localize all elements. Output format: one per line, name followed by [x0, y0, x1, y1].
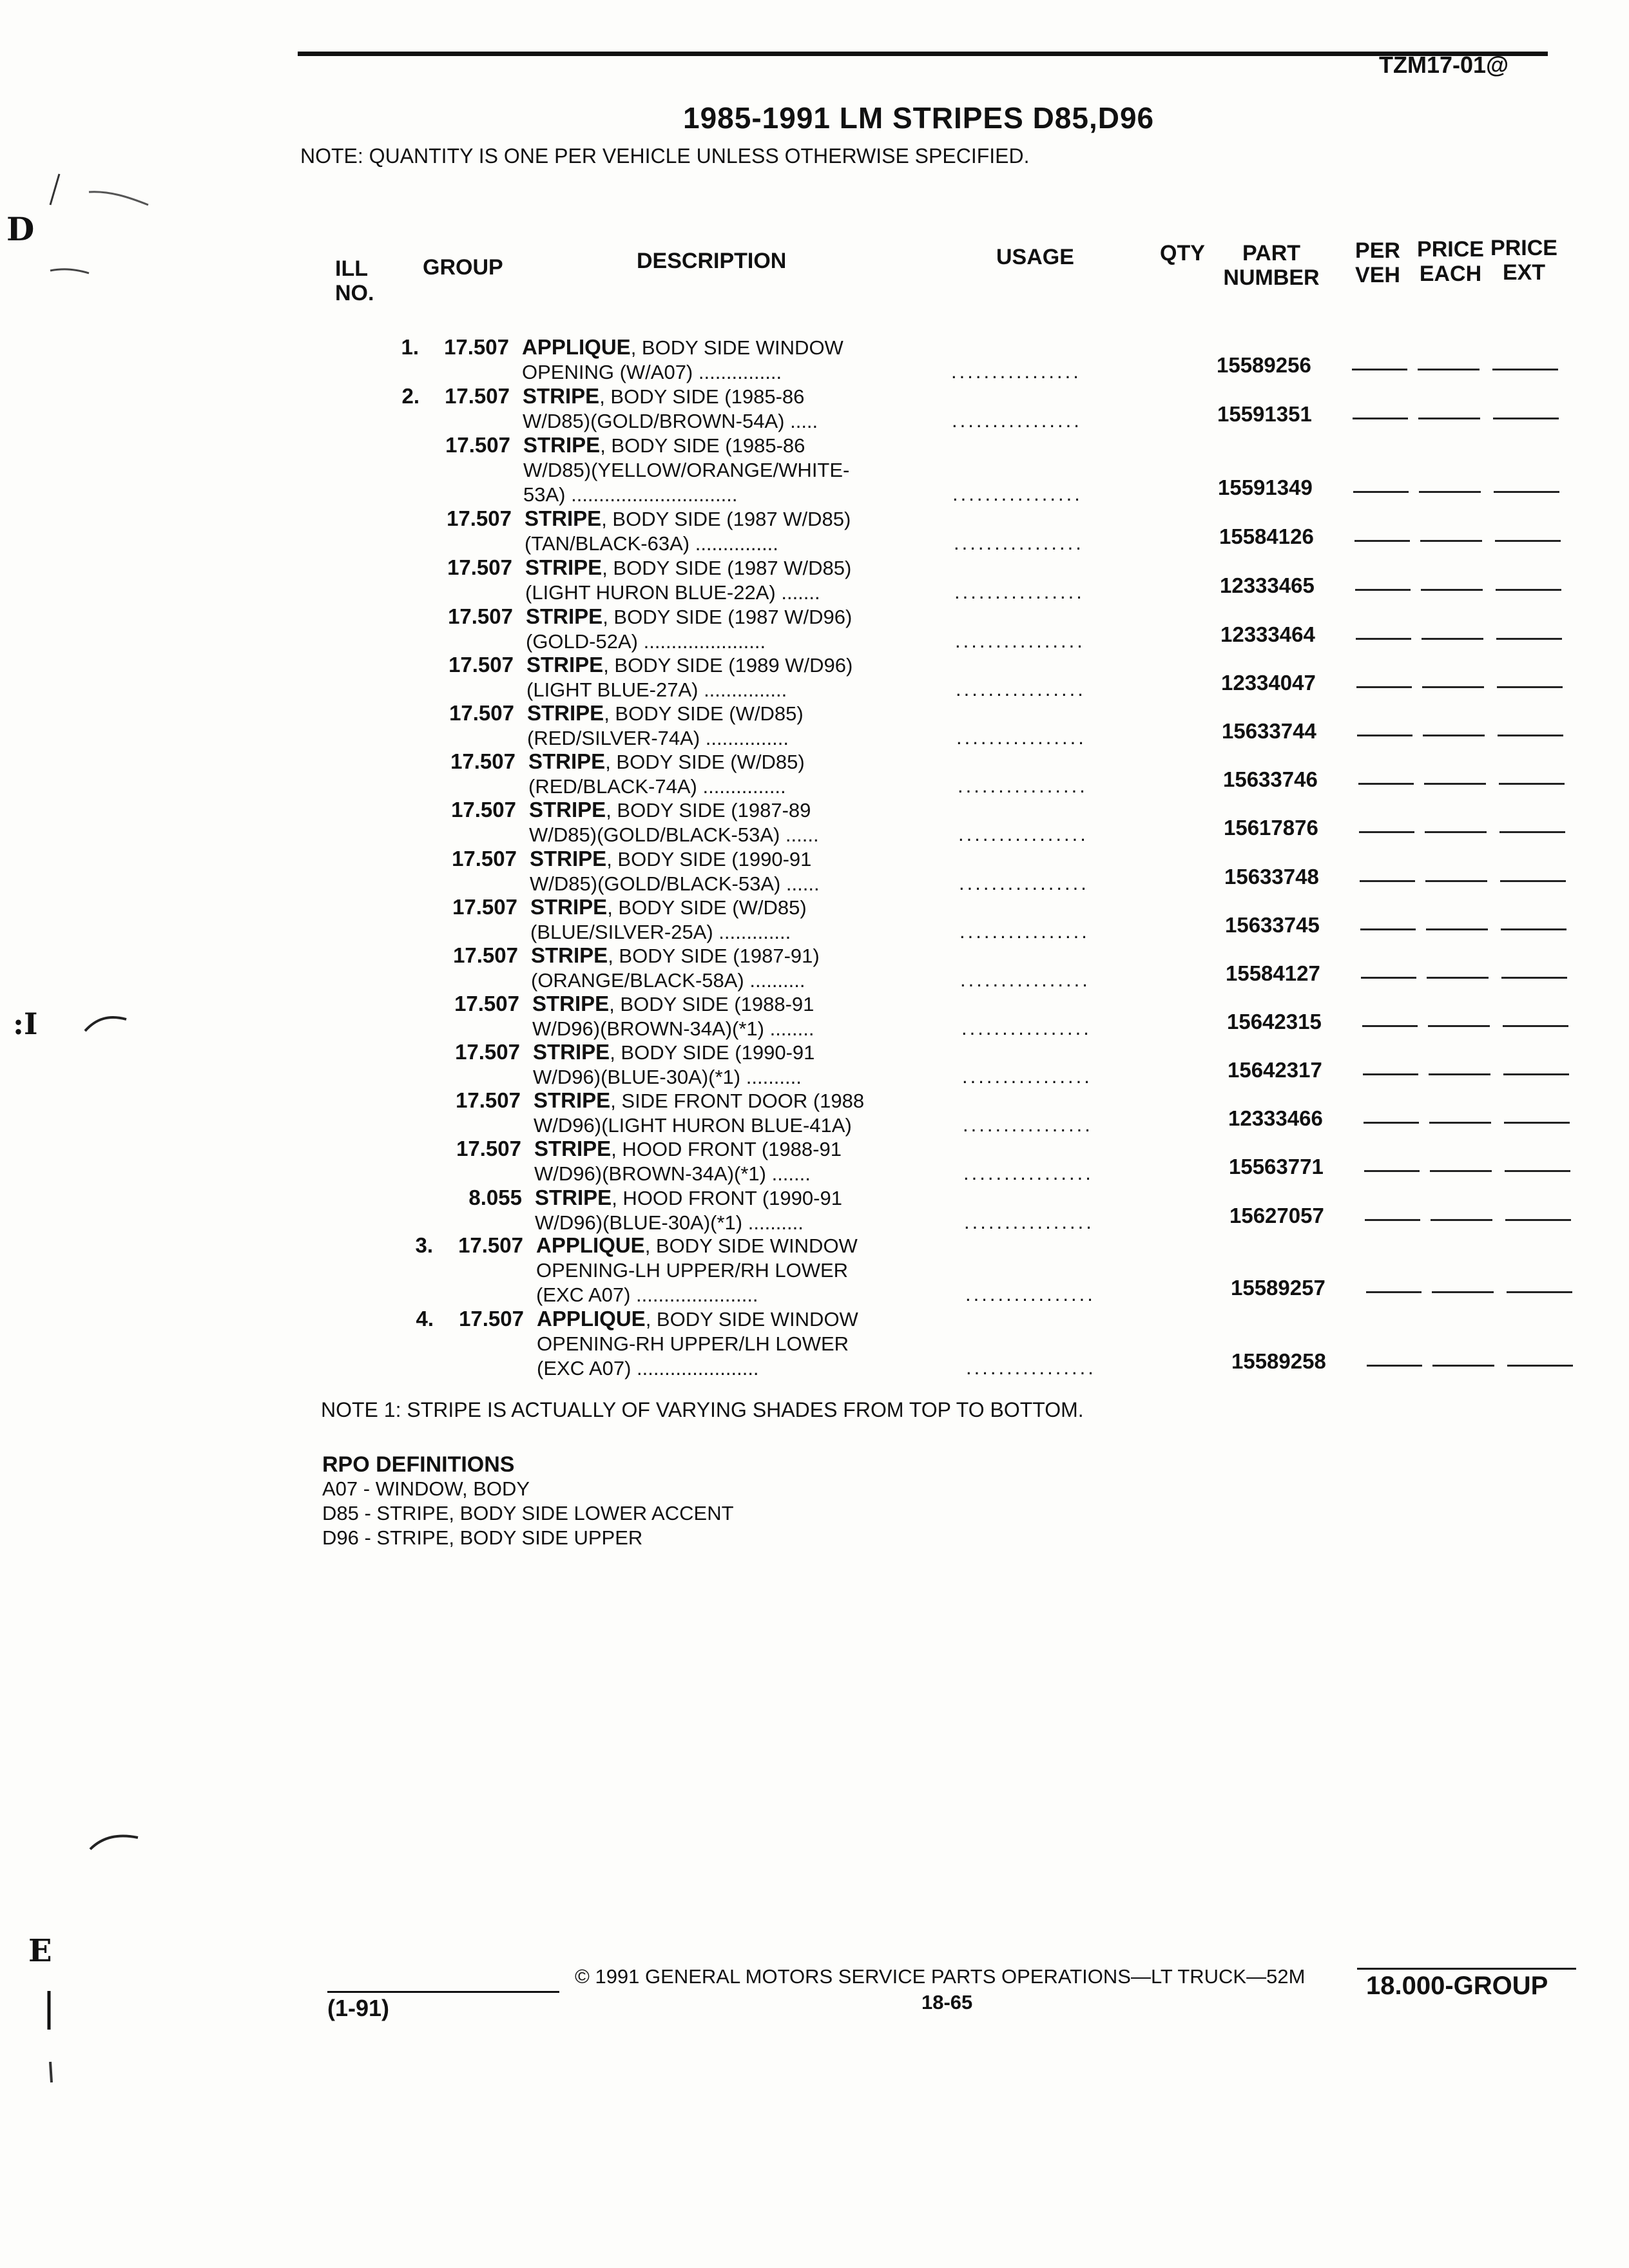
- row-description: [534, 1088, 933, 1138]
- row-per-veh-blank: [1353, 491, 1409, 493]
- col-group: GROUP: [423, 255, 503, 280]
- row-per-veh-blank: [1356, 686, 1412, 688]
- description-line: [534, 1137, 934, 1162]
- col-part-number: PART NUMBER: [1223, 241, 1320, 290]
- description-line: [526, 604, 925, 629]
- description-line: [529, 798, 929, 823]
- row-per-veh-blank: [1363, 1073, 1418, 1075]
- description-text: , HOOD FRONT (1988-91: [611, 1138, 842, 1160]
- quantity-note: NOTE: QUANTITY IS ONE PER VEHICLE UNLESS OTHERWISE SPECIFIED.: [300, 144, 1030, 168]
- row-description: [526, 604, 925, 654]
- row-price-ext-blank: [1494, 491, 1559, 493]
- scribble-stroke: [89, 192, 148, 205]
- description-line: [531, 943, 930, 968]
- description-line: (LIGHT HURON BLUE-22A) .......: [525, 581, 820, 604]
- description-line: [528, 749, 928, 774]
- row-price-ext-blank: [1504, 1122, 1570, 1124]
- description-line: [527, 701, 927, 726]
- footnote: NOTE 1: STRIPE IS ACTUALLY OF VARYING SHADES FROM TOP TO BOTTOM.: [321, 1398, 1084, 1421]
- description-line: OPENING-LH UPPER/RH LOWER: [536, 1259, 849, 1282]
- description-line: OPENING (W/A07) ...............: [522, 361, 782, 383]
- row-per-veh-blank: [1352, 369, 1407, 370]
- row-part-number: 15591351: [1217, 402, 1312, 426]
- description-line: [526, 653, 926, 678]
- description-text: , BODY SIDE (1987 W/D96): [602, 606, 853, 628]
- row-per-veh-blank: [1366, 1291, 1422, 1293]
- rpo-item: D85 - STRIPE, BODY SIDE LOWER ACCENT: [322, 1502, 734, 1524]
- row-price-each-blank: [1427, 977, 1489, 979]
- description-line: [534, 1088, 933, 1113]
- row-group: 17.507: [458, 1233, 523, 1257]
- row-group: 17.507: [455, 1040, 520, 1064]
- row-per-veh-blank: [1364, 1170, 1420, 1172]
- footer-revision: (1-91): [327, 1995, 390, 2021]
- description-line: W/D96)(BROWN-34A)(*1) .......: [534, 1162, 811, 1185]
- row-ill-no: 4.: [416, 1307, 434, 1331]
- description-line: [523, 384, 922, 409]
- description-line: W/D85)(GOLD/BROWN-54A) .....: [523, 410, 818, 432]
- col-price-ext: PRICE EXT: [1490, 236, 1557, 285]
- row-price-each-blank: [1429, 1073, 1490, 1075]
- document-code: TZM17-01@: [1379, 52, 1509, 78]
- row-price-each-blank: [1418, 418, 1480, 419]
- row-usage-leader: ................: [958, 774, 1088, 797]
- row-usage-leader: ................: [966, 1356, 1096, 1379]
- part-name: STRIPE: [535, 1186, 612, 1209]
- description-line: 53A) ..............................: [523, 483, 738, 506]
- row-price-ext-blank: [1492, 369, 1558, 370]
- row-description: [526, 653, 926, 702]
- footer-rule-right: [1357, 1968, 1576, 1970]
- row-part-number: 15589258: [1231, 1349, 1326, 1373]
- rpo-heading: RPO DEFINITIONS: [322, 1452, 515, 1477]
- row-description: [527, 701, 927, 751]
- description-line: (RED/BLACK-74A) ...............: [528, 775, 786, 798]
- row-part-number: 15633744: [1222, 719, 1316, 743]
- description-line: [537, 1307, 936, 1332]
- row-group: 17.507: [456, 1137, 521, 1160]
- description-text: , SIDE FRONT DOOR (1988: [610, 1090, 865, 1112]
- row-price-each-blank: [1425, 880, 1487, 882]
- description-line: W/D96)(BLUE-30A)(*1) ..........: [535, 1211, 804, 1234]
- row-usage-leader: ................: [961, 1017, 1092, 1039]
- row-description: [523, 384, 922, 434]
- row-ill-no: 3.: [415, 1233, 433, 1257]
- row-part-number: 15633748: [1224, 865, 1319, 889]
- row-usage-leader: ................: [955, 629, 1085, 652]
- row-part-number: 15589257: [1231, 1276, 1325, 1300]
- description-line: (ORANGE/BLACK-58A) ..........: [531, 969, 805, 992]
- row-part-number: 15589256: [1217, 353, 1311, 377]
- part-name: STRIPE: [526, 653, 604, 677]
- description-text: , BODY SIDE (W/D85): [604, 702, 804, 725]
- col-price-each: PRICE EACH: [1417, 237, 1484, 286]
- row-price-each-blank: [1418, 369, 1480, 370]
- row-price-each-blank: [1425, 831, 1487, 833]
- row-group: 17.507: [451, 798, 516, 822]
- row-price-each-blank: [1432, 1365, 1494, 1367]
- row-group: 17.507: [445, 384, 510, 408]
- row-usage-leader: ................: [952, 409, 1082, 432]
- row-group: 17.507: [459, 1307, 524, 1331]
- rpo-item: A07 - WINDOW, BODY: [322, 1477, 530, 1500]
- col-ill-no: [335, 256, 387, 305]
- row-part-number: 12333464: [1220, 622, 1315, 646]
- row-price-each-blank: [1421, 589, 1483, 591]
- row-usage-leader: ................: [958, 823, 1088, 845]
- row-price-each-blank: [1429, 1122, 1491, 1124]
- part-name: STRIPE: [526, 604, 603, 628]
- row-price-ext-blank: [1499, 831, 1565, 833]
- row-part-number: 15584127: [1226, 961, 1320, 985]
- row-usage-leader: ................: [959, 920, 1090, 943]
- row-group: 17.507: [445, 433, 510, 457]
- row-per-veh-blank: [1355, 589, 1411, 591]
- row-ill-no: 1.: [401, 335, 419, 359]
- margin-mark-d: D: [6, 210, 35, 248]
- row-usage-leader: ................: [954, 532, 1084, 554]
- row-part-number: 15591349: [1218, 476, 1313, 499]
- description-line: [530, 895, 930, 920]
- row-per-veh-blank: [1360, 880, 1415, 882]
- row-price-ext-blank: [1499, 783, 1565, 785]
- row-usage-leader: ................: [963, 1113, 1093, 1136]
- part-name: STRIPE: [527, 701, 604, 725]
- part-name: STRIPE: [530, 895, 608, 919]
- row-part-number: 15584126: [1219, 524, 1314, 548]
- description-line: (RED/SILVER-74A) ...............: [527, 727, 789, 749]
- scribble-stroke: [85, 1017, 126, 1031]
- row-price-each-blank: [1422, 686, 1484, 688]
- description-line: (BLUE/SILVER-25A) .............: [530, 921, 791, 943]
- description-text: , BODY SIDE (1988-91: [609, 993, 815, 1015]
- row-price-ext-blank: [1503, 1073, 1569, 1075]
- row-part-number: 15642315: [1227, 1010, 1322, 1033]
- part-name: APPLIQUE: [537, 1307, 646, 1331]
- description-text: , BODY SIDE (1987 W/D85): [601, 508, 851, 530]
- row-per-veh-blank: [1358, 783, 1414, 785]
- row-description: [529, 798, 929, 847]
- row-price-each-blank: [1430, 1170, 1492, 1172]
- footer-copyright: © 1991 GENERAL MOTORS SERVICE PARTS OPERATIONS—LT TRUCK—52M: [575, 1965, 1306, 1988]
- row-description: [536, 1233, 936, 1307]
- row-price-each-blank: [1428, 1025, 1490, 1027]
- rpo-item: D96 - STRIPE, BODY SIDE UPPER: [322, 1526, 643, 1549]
- description-line: [522, 335, 921, 360]
- margin-mark-e: E: [28, 1933, 52, 1969]
- row-price-ext-blank: [1507, 1365, 1573, 1367]
- scribble-stroke: [50, 269, 89, 273]
- row-description: [523, 433, 923, 507]
- row-usage-leader: ................: [951, 360, 1081, 383]
- description-line: W/D96)(BLUE-30A)(*1) ..........: [533, 1066, 802, 1088]
- row-group: 17.507: [447, 555, 512, 579]
- row-description: [535, 1186, 934, 1235]
- col-qty: QTY: [1160, 241, 1205, 265]
- row-price-ext-blank: [1505, 1219, 1571, 1221]
- row-price-ext-blank: [1501, 928, 1566, 930]
- description-line: [530, 847, 929, 872]
- row-usage-leader: ................: [956, 726, 1086, 749]
- row-price-ext-blank: [1505, 1170, 1570, 1172]
- row-price-each-blank: [1419, 491, 1481, 493]
- row-description: [537, 1307, 936, 1381]
- row-group: 17.507: [450, 749, 516, 773]
- description-line: [525, 506, 924, 532]
- row-usage-leader: ................: [956, 678, 1086, 700]
- col-description: DESCRIPTION: [637, 249, 787, 273]
- description-text: , BODY SIDE (1990-91: [606, 848, 812, 870]
- row-per-veh-blank: [1362, 1025, 1418, 1027]
- margin-mark-i: :I: [13, 1006, 38, 1041]
- row-part-number: 15633746: [1223, 767, 1318, 791]
- scribble-stroke: [90, 1836, 138, 1849]
- description-line: W/D96)(LIGHT HURON BLUE-41A): [534, 1114, 852, 1137]
- row-price-each-blank: [1424, 783, 1486, 785]
- row-description: [532, 992, 932, 1041]
- description-line: (LIGHT BLUE-27A) ...............: [526, 678, 787, 701]
- row-part-number: 12333466: [1228, 1106, 1323, 1130]
- description-line: [523, 433, 923, 458]
- row-usage-leader: ................: [963, 1162, 1094, 1184]
- description-text: , BODY SIDE WINDOW: [644, 1235, 858, 1257]
- description-line: OPENING-RH UPPER/LH LOWER: [537, 1332, 849, 1355]
- row-description: [522, 335, 921, 385]
- footer-page-number: 18-65: [921, 1991, 973, 2013]
- row-price-ext-blank: [1496, 589, 1561, 591]
- row-per-veh-blank: [1364, 1122, 1419, 1124]
- description-text: , BODY SIDE WINDOW: [630, 336, 843, 359]
- part-name: STRIPE: [530, 847, 607, 870]
- row-description: [530, 847, 929, 896]
- description-line: W/D85)(GOLD/BLACK-53A) ......: [529, 823, 819, 846]
- row-usage-leader: ................: [952, 483, 1083, 505]
- row-price-each-blank: [1426, 928, 1488, 930]
- row-usage-leader: ................: [965, 1283, 1095, 1305]
- footer-group: 18.000-GROUP: [1366, 1972, 1548, 2000]
- row-per-veh-blank: [1354, 540, 1410, 542]
- row-group: 17.507: [448, 653, 514, 677]
- description-text: , BODY SIDE (1987 W/D85): [602, 557, 852, 579]
- row-part-number: 12333465: [1220, 573, 1315, 597]
- part-name: STRIPE: [523, 384, 600, 408]
- description-line: (EXC A07) ......................: [536, 1283, 758, 1306]
- description-line: [533, 1040, 932, 1065]
- scribble-stroke: [50, 2062, 52, 2082]
- footer-rule-left: [327, 1991, 559, 1993]
- row-part-number: 15633745: [1225, 913, 1320, 937]
- part-name: APPLIQUE: [536, 1233, 645, 1257]
- row-group: 17.507: [452, 847, 517, 870]
- part-name: STRIPE: [525, 555, 602, 579]
- row-per-veh-blank: [1361, 977, 1416, 979]
- col-usage: USAGE: [996, 245, 1074, 269]
- row-price-ext-blank: [1498, 735, 1563, 736]
- description-text: , BODY SIDE (1990-91: [610, 1041, 815, 1064]
- description-text: , BODY SIDE (1987-91): [608, 945, 820, 967]
- row-per-veh-blank: [1356, 638, 1411, 640]
- description-line: (GOLD-52A) ......................: [526, 630, 766, 653]
- col-ill-no-label: ILL NO.: [335, 256, 374, 305]
- row-part-number: 15563771: [1229, 1155, 1324, 1178]
- row-price-ext-blank: [1497, 686, 1563, 688]
- part-name: STRIPE: [528, 749, 606, 773]
- row-price-ext-blank: [1496, 638, 1562, 640]
- rpo-definitions: [322, 1452, 734, 1550]
- row-usage-leader: ................: [962, 1065, 1092, 1088]
- row-per-veh-blank: [1367, 1365, 1422, 1367]
- description-line: [525, 555, 925, 581]
- col-per-veh: PER VEH: [1355, 238, 1400, 287]
- row-group: 17.507: [444, 335, 509, 359]
- row-per-veh-blank: [1353, 418, 1408, 419]
- row-per-veh-blank: [1360, 928, 1416, 930]
- description-line: [535, 1186, 934, 1211]
- row-price-ext-blank: [1500, 880, 1566, 882]
- description-line: (EXC A07) ......................: [537, 1357, 759, 1379]
- row-price-ext-blank: [1507, 1291, 1572, 1293]
- row-group: 17.507: [454, 992, 519, 1015]
- description-text: , BODY SIDE WINDOW: [645, 1308, 858, 1331]
- row-price-each-blank: [1431, 1219, 1492, 1221]
- part-name: STRIPE: [534, 1137, 612, 1160]
- description-line: W/D85)(GOLD/BLACK-53A) ......: [530, 872, 820, 895]
- row-group: 17.507: [448, 604, 513, 628]
- row-description: [525, 555, 925, 605]
- row-description: [531, 943, 930, 993]
- part-name: STRIPE: [525, 506, 602, 530]
- part-name: STRIPE: [533, 1040, 610, 1064]
- row-price-each-blank: [1422, 638, 1483, 640]
- part-name: APPLIQUE: [522, 335, 631, 359]
- row-group: 17.507: [452, 895, 517, 919]
- row-price-ext-blank: [1493, 418, 1559, 419]
- description-line: W/D96)(BROWN-34A)(*1) ........: [532, 1017, 815, 1040]
- row-description: [534, 1137, 934, 1186]
- row-part-number: 12334047: [1221, 671, 1316, 695]
- scribble-stroke: [50, 174, 59, 205]
- row-group: 17.507: [453, 943, 518, 967]
- row-group: 17.507: [449, 701, 514, 725]
- description-text: , BODY SIDE (W/D85): [605, 751, 805, 773]
- row-group: 8.055: [468, 1186, 522, 1209]
- row-per-veh-blank: [1359, 831, 1414, 833]
- description-text: , BODY SIDE (1985-86: [599, 385, 805, 408]
- row-price-each-blank: [1423, 735, 1485, 736]
- part-name: STRIPE: [531, 943, 608, 967]
- description-line: W/D85)(YELLOW/ORANGE/WHITE-: [523, 459, 850, 481]
- row-price-each-blank: [1432, 1291, 1494, 1293]
- description-text: , BODY SIDE (1985-86: [600, 434, 805, 457]
- description-text: , HOOD FRONT (1990-91: [612, 1187, 842, 1209]
- row-per-veh-blank: [1357, 735, 1412, 736]
- row-group: 17.507: [456, 1088, 521, 1112]
- row-usage-leader: ................: [964, 1211, 1094, 1233]
- description-text: , BODY SIDE (1987-89: [606, 799, 811, 822]
- description-line: [532, 992, 932, 1017]
- row-description: [528, 749, 928, 799]
- row-price-ext-blank: [1495, 540, 1561, 542]
- row-usage-leader: ................: [959, 872, 1089, 894]
- row-usage-leader: ................: [960, 968, 1090, 991]
- row-description: [533, 1040, 932, 1090]
- description-line: (TAN/BLACK-63A) ...............: [525, 532, 778, 555]
- row-part-number: 15642317: [1228, 1058, 1322, 1082]
- row-description: [530, 895, 930, 945]
- row-price-each-blank: [1420, 540, 1482, 542]
- page-title: 1985-1991 LM STRIPES D85,D96: [683, 101, 1155, 135]
- row-ill-no: 2.: [401, 384, 419, 408]
- description-text: , BODY SIDE (1989 W/D96): [603, 654, 853, 677]
- part-name: STRIPE: [534, 1088, 611, 1112]
- row-part-number: 15627057: [1229, 1204, 1324, 1227]
- row-group: 17.507: [447, 506, 512, 530]
- description-text: , BODY SIDE (W/D85): [607, 896, 807, 919]
- row-per-veh-blank: [1365, 1219, 1420, 1221]
- row-usage-leader: ................: [954, 581, 1084, 603]
- part-name: STRIPE: [523, 433, 601, 457]
- row-price-ext-blank: [1501, 977, 1567, 979]
- row-part-number: 15617876: [1224, 816, 1318, 840]
- row-description: [525, 506, 924, 556]
- row-price-ext-blank: [1503, 1025, 1568, 1027]
- description-line: [536, 1233, 936, 1258]
- part-name: STRIPE: [529, 798, 606, 822]
- part-name: STRIPE: [532, 992, 610, 1015]
